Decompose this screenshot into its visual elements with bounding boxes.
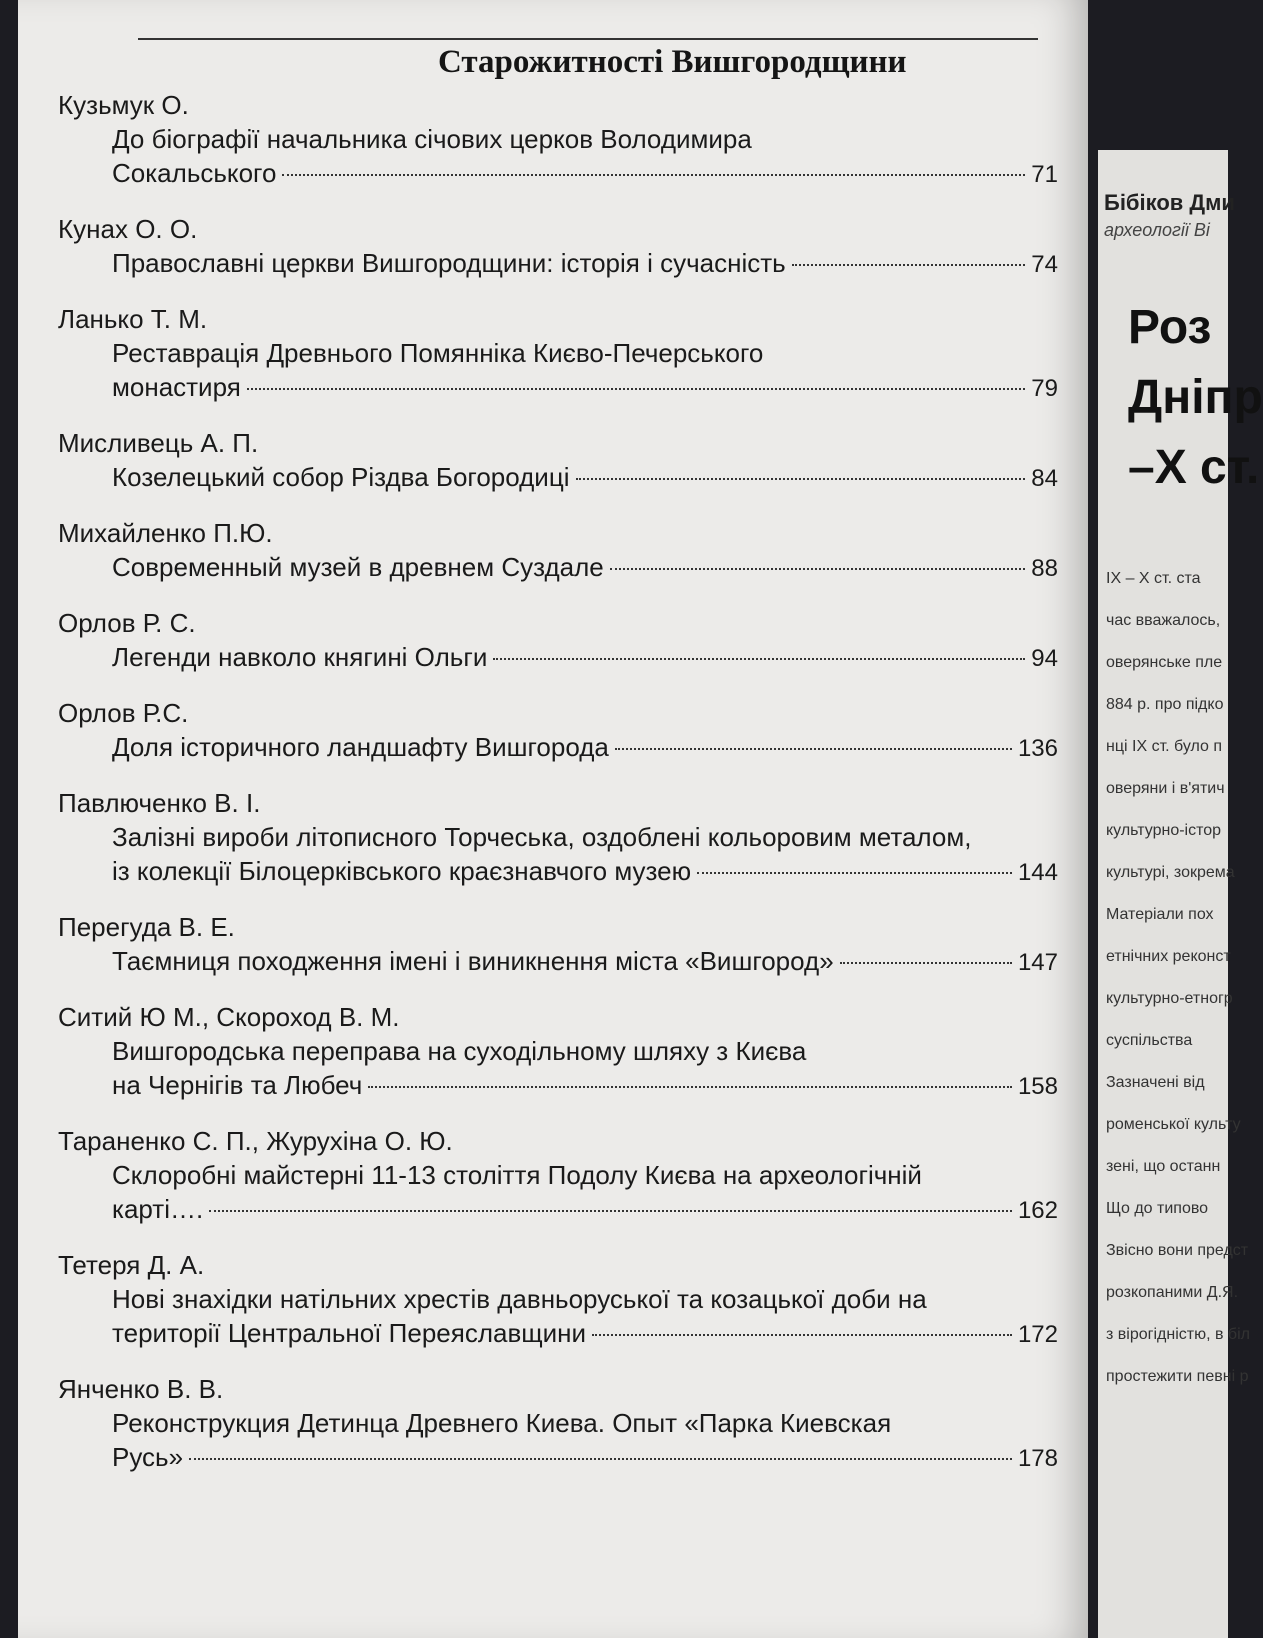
toc-title-line: Реставрація Древнього Помяннiка Києво-Печерського bbox=[112, 338, 764, 368]
dot-leader bbox=[368, 1086, 1012, 1088]
facing-page-header: Бібіков Дми bbox=[1104, 190, 1235, 215]
toc-title-text: Современный музей в древнем Суздале bbox=[112, 552, 604, 582]
toc-page-number: 94 bbox=[1031, 645, 1058, 672]
toc-entry bbox=[58, 786, 1058, 890]
toc-page-number: 88 bbox=[1031, 555, 1058, 582]
toc-page-number: 172 bbox=[1017, 1321, 1058, 1348]
toc-page-number: 158 bbox=[1017, 1073, 1058, 1100]
toc-page-number: 71 bbox=[1031, 161, 1058, 188]
facing-page-text-line: Матеріали пох bbox=[1106, 906, 1214, 923]
toc-title-text: Русь» bbox=[112, 1442, 184, 1472]
toc-title-line bbox=[58, 730, 1058, 766]
dot-leader bbox=[576, 478, 1026, 480]
toc-page-number: 144 bbox=[1017, 859, 1058, 886]
toc-title-line bbox=[58, 1316, 1058, 1352]
toc-author: Тараненко С. П., Журухіна О. Ю. bbox=[58, 1126, 453, 1156]
facing-page-text-line: культурно-істор bbox=[1106, 822, 1222, 839]
toc-title-text: із колекції Білоцерківського краєзнавчого музею bbox=[112, 856, 692, 886]
facing-page-text-line: час вважалось, bbox=[1106, 612, 1221, 629]
toc-author: Михайленко П.Ю. bbox=[58, 518, 273, 548]
toc-title-line bbox=[58, 640, 1058, 676]
dot-leader bbox=[792, 264, 1026, 266]
toc-page-number: 136 bbox=[1017, 735, 1058, 762]
dot-leader bbox=[189, 1458, 1012, 1460]
toc-entry bbox=[58, 606, 1058, 676]
facing-page-heading: Дніпр bbox=[1128, 371, 1263, 424]
facing-page-text-line: оверянське пле bbox=[1106, 654, 1223, 671]
toc-title-text: на Чернігів та Любеч bbox=[112, 1070, 363, 1100]
toc-title-text: Таємниця походження імені і виникнення міста «Вишгород» bbox=[112, 946, 834, 976]
toc-title-line bbox=[58, 944, 1058, 980]
facing-page-text-line: 884 р. про підко bbox=[1106, 696, 1224, 713]
dot-leader bbox=[209, 1210, 1012, 1212]
toc-author: Кузьмук О. bbox=[58, 90, 189, 120]
dot-leader bbox=[615, 748, 1012, 750]
facing-page-text-line: культурно-етногр bbox=[1106, 990, 1233, 1007]
facing-page-subheader: археології Ві bbox=[1104, 220, 1210, 240]
dot-leader bbox=[840, 962, 1012, 964]
toc-title-line bbox=[58, 854, 1058, 890]
toc-title-text: монастиря bbox=[112, 372, 241, 402]
facing-page-text-line: суспільства bbox=[1106, 1032, 1193, 1049]
facing-page-text-line: розкопаними Д.Я. bbox=[1106, 1284, 1239, 1301]
running-head-title: Старожитності Вишгородщини bbox=[438, 44, 907, 80]
toc-entry bbox=[58, 302, 1058, 406]
toc-author: Мисливець А. П. bbox=[58, 428, 259, 458]
toc-page-number: 178 bbox=[1017, 1445, 1058, 1472]
toc-title-line: До біографії начальника січових церков Володимира bbox=[112, 124, 752, 154]
dot-leader bbox=[592, 1334, 1012, 1336]
dot-leader bbox=[610, 568, 1026, 570]
toc-title-line: Реконструкция Детинца Древнего Киева. Опыт «Парка Киевская bbox=[112, 1408, 892, 1438]
facing-page-text-line: IX – X ст. ста bbox=[1106, 570, 1201, 587]
toc-title-line bbox=[58, 1440, 1058, 1476]
dot-leader bbox=[697, 872, 1012, 874]
toc-title-line bbox=[58, 550, 1058, 586]
toc-title-line bbox=[58, 1068, 1058, 1104]
toc-entry bbox=[58, 212, 1058, 282]
toc-author: Янченко В. В. bbox=[58, 1374, 224, 1404]
toc-page-number: 79 bbox=[1031, 375, 1058, 402]
toc-page-number: 84 bbox=[1031, 465, 1058, 492]
toc-entry bbox=[58, 696, 1058, 766]
toc-author: Орлов Р.С. bbox=[58, 698, 189, 728]
toc-entry bbox=[58, 910, 1058, 980]
toc-author: Кунах О. О. bbox=[58, 214, 198, 244]
facing-page-text-line: Звісно вони предст bbox=[1106, 1242, 1249, 1259]
toc-entry bbox=[58, 1372, 1058, 1476]
facing-page bbox=[1098, 150, 1263, 1638]
toc-title-text: території Центральної Переяславщини bbox=[112, 1318, 587, 1348]
toc-title-line bbox=[58, 156, 1058, 192]
facing-page-text-line: Що до типово bbox=[1106, 1200, 1209, 1217]
dot-leader bbox=[247, 388, 1025, 390]
dot-leader bbox=[493, 658, 1025, 660]
facing-page-text-line: простежити певні р bbox=[1106, 1368, 1249, 1385]
toc-title-text: Легенди навколо княгині Ольги bbox=[112, 642, 488, 672]
toc-title-text: Сокальського bbox=[112, 158, 277, 188]
toc-title-line bbox=[58, 1192, 1058, 1228]
toc-title-line: Залізні вироби літописного Торчеська, оздоблені кольоровим металом, bbox=[112, 822, 972, 852]
toc-entry bbox=[58, 426, 1058, 496]
toc-title-line bbox=[58, 460, 1058, 496]
toc-author: Перегуда В. Е. bbox=[58, 912, 235, 942]
facing-page-text-line: культурі, зокрема bbox=[1106, 864, 1235, 881]
toc-author: Ситий Ю М., Скороход В. М. bbox=[58, 1002, 400, 1032]
toc-entry bbox=[58, 1000, 1058, 1104]
toc-title-line: Нові знахідки натільних хрестів давньоруської та козацької доби на bbox=[112, 1284, 927, 1314]
facing-page-text-line: етнічних реконст bbox=[1106, 948, 1231, 965]
toc-page-number: 74 bbox=[1031, 251, 1058, 278]
table-of-contents bbox=[58, 88, 1058, 1496]
toc-author: Павлюченко В. І. bbox=[58, 788, 261, 818]
toc-author: Орлов Р. С. bbox=[58, 608, 196, 638]
facing-page-text-line: роменської культу bbox=[1106, 1116, 1241, 1133]
book-page bbox=[18, 0, 1088, 1638]
facing-page-heading: Роз bbox=[1128, 301, 1212, 354]
facing-page-text-line: Зазначені від bbox=[1106, 1074, 1205, 1091]
toc-title-text: Козелецький собор Різдва Богородиці bbox=[112, 462, 570, 492]
toc-title-text: Доля історичного ландшафту Вишгорода bbox=[112, 732, 609, 762]
dot-leader bbox=[282, 174, 1025, 176]
toc-title-line bbox=[58, 370, 1058, 406]
toc-author: Тетеря Д. А. bbox=[58, 1250, 205, 1280]
toc-title-text: карті…. bbox=[112, 1194, 204, 1224]
facing-page-text-line: нці IX ст. було п bbox=[1106, 738, 1222, 755]
toc-title-line: Склоробні майстерні 11-13 століття Подолу Києва на археологічній bbox=[112, 1160, 922, 1190]
facing-page-text-line: з вірогідністю, в біл bbox=[1106, 1326, 1250, 1343]
toc-title-line bbox=[58, 246, 1058, 282]
toc-entry bbox=[58, 516, 1058, 586]
toc-page-number: 162 bbox=[1017, 1197, 1058, 1224]
facing-page-text-line: зені, що останн bbox=[1106, 1158, 1221, 1175]
facing-page-text-line: оверяни і в'ятич bbox=[1106, 780, 1225, 797]
toc-entry bbox=[58, 88, 1058, 192]
toc-author: Ланько Т. М. bbox=[58, 304, 208, 334]
toc-page-number: 147 bbox=[1017, 949, 1058, 976]
toc-title-line: Вишгородська переправа на суходільному шляху з Києва bbox=[112, 1036, 807, 1066]
toc-title-text: Православні церкви Вишгородщини: історія і сучасність bbox=[112, 248, 786, 278]
facing-page-heading: –Х ст. bbox=[1128, 441, 1260, 494]
toc-entry bbox=[58, 1248, 1058, 1352]
toc-entry bbox=[58, 1124, 1058, 1228]
